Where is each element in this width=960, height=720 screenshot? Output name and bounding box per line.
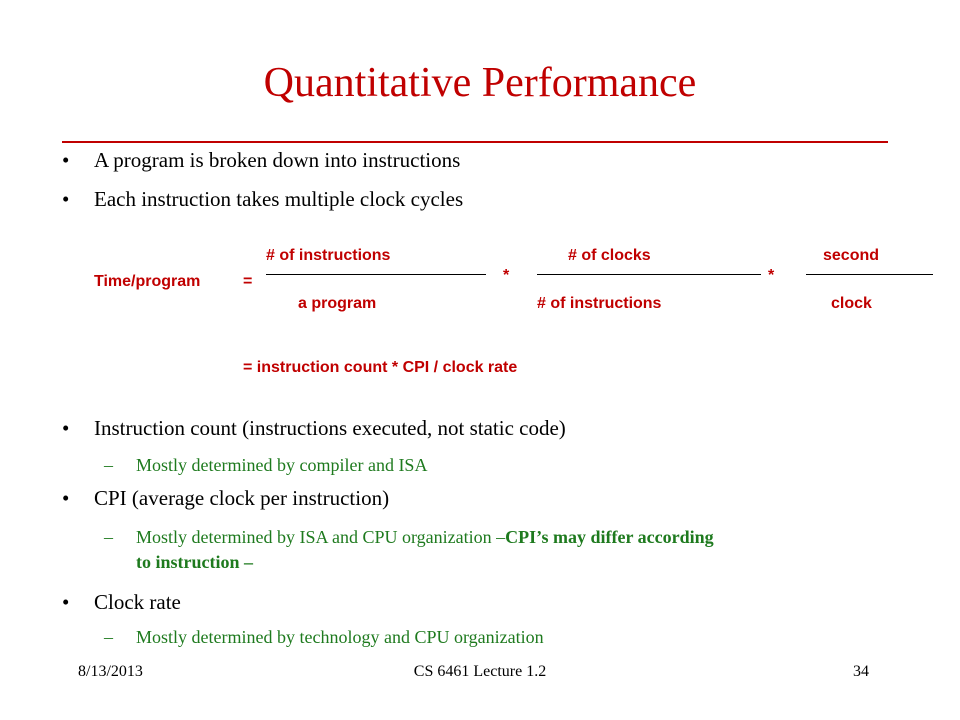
dash-symbol: – [104, 627, 113, 647]
formula-equals: = [243, 273, 253, 290]
sub-bullet-text: Mostly determined by technology and CPU organization [136, 627, 544, 647]
bullet-text: CPI (average clock per instruction) [94, 486, 390, 510]
sub-bullet-plain-text: Mostly determined by ISA and CPU organization – [136, 527, 506, 547]
multiply-symbol-1: * [503, 267, 510, 284]
formula-lhs: Time/program [94, 273, 201, 290]
sub-bullet-text: Mostly determined by compiler and ISA [136, 455, 428, 475]
sub-bullet-continuation: to instruction – [136, 552, 253, 572]
sub-bullet-text [136, 528, 714, 546]
bullet-text: Clock rate [94, 590, 181, 614]
numerator-second: second [823, 247, 880, 264]
numerator-instructions: # of instructions [266, 247, 391, 264]
bullet-text: Each instruction takes multiple clock cycles [94, 187, 464, 211]
denominator-instructions: # of instructions [537, 295, 662, 312]
footer-date: 8/13/2013 [78, 663, 143, 680]
denominator-clock: clock [831, 295, 872, 312]
bullet-text: A program is broken down into instructions [94, 148, 461, 172]
fraction-bar-2 [537, 274, 761, 275]
formula-summary: = instruction count * CPI / clock rate [243, 359, 518, 376]
fraction-bar-3 [806, 274, 933, 275]
fraction-bar-1 [266, 274, 486, 275]
bullet-symbol: • [62, 590, 70, 614]
denominator-program: a program [298, 295, 377, 312]
bullet-symbol: • [62, 416, 70, 440]
slide-title: Quantitative Performance [263, 60, 697, 106]
footer-page-number: 34 [853, 663, 869, 680]
dash-symbol: – [104, 455, 113, 475]
title-underline [62, 141, 888, 143]
bullet-symbol: • [62, 148, 70, 172]
bullet-text: Instruction count (instructions executed, not static code) [94, 416, 566, 440]
footer-course: CS 6461 Lecture 1.2 [413, 663, 547, 680]
sub-bullet-bold-text: CPI’s may differ according [505, 527, 714, 547]
bullet-symbol: • [62, 187, 70, 211]
numerator-clocks: # of clocks [568, 247, 651, 264]
multiply-symbol-2: * [768, 267, 775, 284]
bullet-symbol: • [62, 486, 70, 510]
dash-symbol: – [104, 527, 113, 547]
